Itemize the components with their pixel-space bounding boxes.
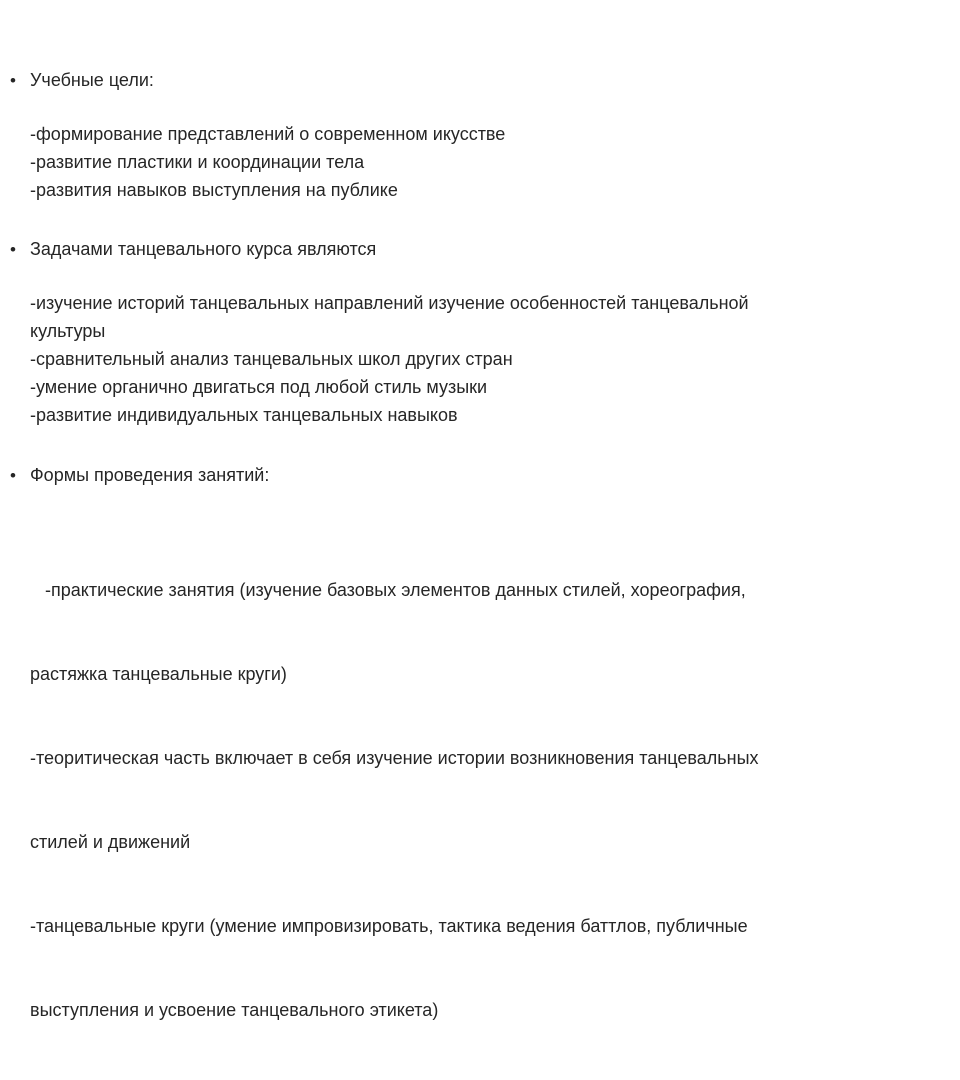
bullet-dot: • <box>10 71 16 90</box>
section-line: -формирование представлений о современном икусстве <box>30 124 506 144</box>
bullet-dot: • <box>10 240 16 259</box>
bullet-dot: • <box>10 466 16 485</box>
section-line: выступления и усвоение танцевального этикета) <box>30 1000 439 1020</box>
section-heading: Учебные цели: <box>30 70 154 90</box>
section-lines-tasks <box>30 289 749 429</box>
section-line: -умение органично двигаться под любой стиль музыки <box>30 377 488 397</box>
section-line: -изучение историй танцевальных направлений изучение особенностей танцевальной <box>30 293 749 313</box>
section-line: стилей и движений <box>30 832 191 852</box>
section-lines-forms <box>30 520 759 1080</box>
section-line: -развития навыков выступления на публике <box>30 180 398 200</box>
section-line: -сравнительный анализ танцевальных школ других стран <box>30 349 513 369</box>
section-heading: Задачами танцевального курса являются <box>30 239 377 259</box>
section-line: -теоритическая часть включает в себя изучение истории возникновения танцевальных <box>30 748 759 768</box>
section-lines-goals <box>30 120 505 204</box>
section-line: растяжка танцевальные круги) <box>30 664 287 684</box>
section-line: -практические занятия (изучение базовых элементов данных стилей, хореография, <box>30 580 746 600</box>
section-line: -развитие пластики и координации тела <box>30 152 365 172</box>
section-line: -развитие индивидуальных танцевальных навыков <box>30 405 458 425</box>
section-line: -танцевальные круги (умение импровизировать, тактика ведения баттлов, публичные <box>30 916 748 936</box>
section-heading: Формы проведения занятий: <box>30 465 270 485</box>
section-line: культуры <box>30 321 106 341</box>
